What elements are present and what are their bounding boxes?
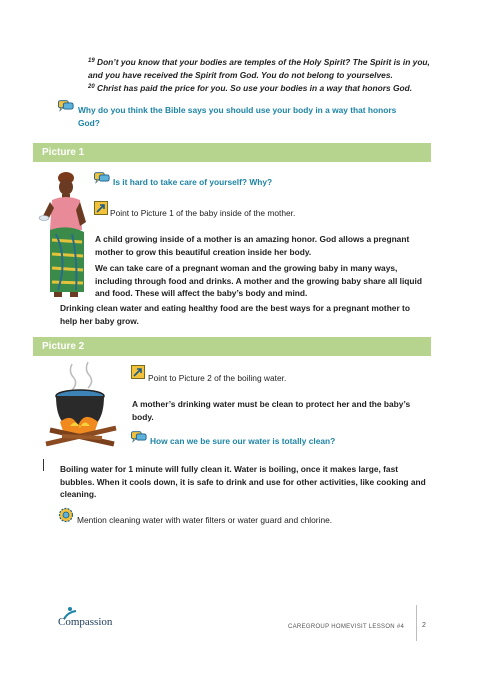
footer-lesson-label: CAREGROUP HOMEVISIT LESSON #4 [288, 624, 405, 630]
picture-1-instruction: Point to Picture 1 of the baby inside of the mother. [110, 208, 296, 218]
speech-bubble-icon [94, 172, 110, 184]
verse-number-19: 19 [88, 58, 95, 64]
boiling-pot-illustration [42, 360, 122, 450]
verse-line-19: Don’t you know that your bodies are temples of the Holy Spirit? The Spirit is in you, and you have received the Spirit from God. You do not belong to yourselves. [88, 57, 430, 80]
speech-bubble-icon [131, 431, 147, 443]
pregnant-mother-illustration [38, 170, 94, 300]
verse-line-20: Christ has paid the price for you. So use your bodies in a way that honors God. [97, 83, 413, 93]
text-cursor [43, 459, 44, 471]
pointer-arrow-icon [131, 365, 145, 379]
page-number: 2 [422, 622, 427, 629]
picture-1-paragraph-3: Drinking clean water and eating healthy food are the best ways for a pregnant mother to help her baby grow. [60, 303, 410, 326]
compassion-logo: Compassion [58, 616, 113, 628]
picture-2-tip: Mention cleaning water with water filters or water guard and chlorine. [77, 515, 333, 525]
section-header-picture-1: Picture 1 [33, 143, 431, 162]
picture-2-instruction: Point to Picture 2 of the boiling water. [148, 373, 287, 383]
picture-2-paragraph-1: A mother’s drinking water must be clean to protect her and the baby’s body. [132, 399, 411, 422]
verse-number-20: 20 [88, 84, 95, 90]
picture-1-paragraph-2: We can take care of a pregnant woman and the growing baby in many ways, including through food and drinks. A mother and the growing baby share all liquid and food. These will affect the baby’s body and mind. [95, 263, 422, 298]
pointer-arrow-icon [94, 201, 108, 215]
picture-2-question: How can we be sure our water is totally clean? [150, 436, 336, 446]
picture-1-question: Is it hard to take care of yourself? Why? [113, 177, 273, 187]
speech-bubble-icon [58, 100, 74, 112]
picture-1-paragraph-1: A child growing inside of a mother is an amazing honor. God allows a pregnant mother to grow this beautiful creation inside her body. [95, 234, 410, 257]
section-header-picture-2: Picture 2 [33, 337, 431, 356]
footer-divider [416, 605, 417, 641]
intro-question: Why do you think the Bible says you should use your body in a way that honors God? [78, 105, 397, 128]
picture-2-paragraph-2: Boiling water for 1 minute will fully clean it. Water is boiling, once it makes large, fast bubbles. When it cools down, it is safe to drink and use for other activities, like cooking and cleaning. [60, 464, 426, 499]
scripture-verse [88, 56, 438, 95]
gear-tip-icon [58, 507, 74, 523]
